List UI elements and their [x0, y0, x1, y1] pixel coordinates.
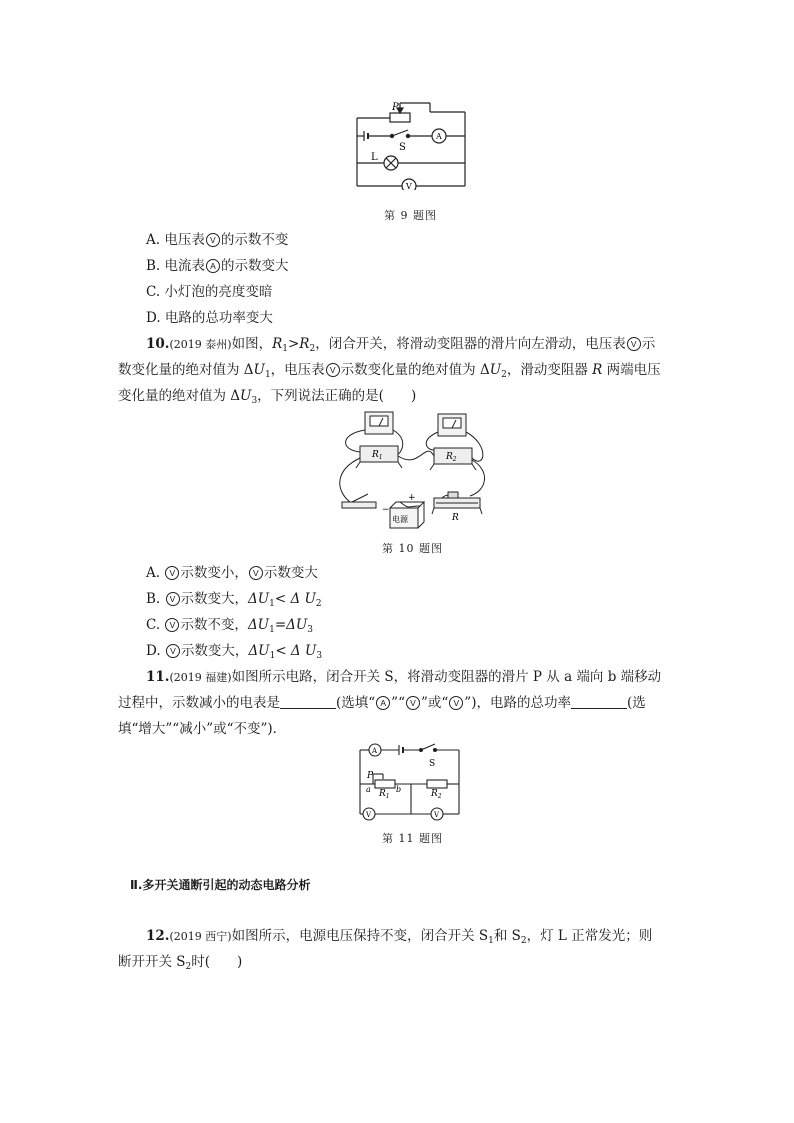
q12-number: 12. [146, 928, 170, 944]
q11-line-1: 11.(2019 福建)如图所示电路，闭合开关 S，将滑动变阻器的滑片 P 从 a 端向 b 端移动 [146, 669, 662, 685]
voltmeter-symbol-icon: V [449, 696, 463, 710]
q10-line-3: 变化量的绝对值为 $\Delta U_3$，下列说法正确的是( ) [118, 388, 417, 406]
voltmeter-symbol-icon: V [249, 566, 263, 580]
q12-source: (2019 西宁) [169, 930, 232, 943]
fig11-label-b: b [396, 785, 402, 794]
fig11-label-p: P [367, 771, 374, 781]
answer-blank-2[interactable] [571, 696, 627, 709]
figure-11-circuit [355, 742, 465, 824]
q10-option-a: A. V 示数变小， V 示数变大 [146, 565, 318, 581]
fig11-label-a: a [366, 785, 371, 794]
figure-10-apparatus [330, 410, 490, 532]
fig10-label-r: R [452, 513, 459, 523]
q10-option-d: D. V 示数变大，$\Delta U_1< \Delta$ $U_3$ [146, 643, 323, 661]
q9-option-d: D. 电路的总功率变大 [146, 310, 273, 326]
fig9-label-S: S [399, 142, 406, 153]
q11-number: 11. [146, 669, 170, 685]
q9-option-c: C. 小灯泡的亮度变暗 [146, 284, 273, 300]
q11-line-3: 填“增大”“减小”或“不变”)． [118, 721, 287, 737]
q10-option-c: C. V 示数不变，$\Delta U_1=\Delta U_3$ [146, 617, 313, 635]
voltmeter-symbol-icon: V [326, 363, 340, 377]
voltmeter-symbol-icon: V [206, 233, 220, 247]
q9-option-b: B. 电流表 A 的示数变大 [146, 258, 289, 274]
fig11-ammeter-label: A [372, 747, 378, 755]
figure-9-caption: 第 9 题图 [384, 209, 437, 222]
q12-line-1: 12.(2019 西宁)如图所示，电源电压保持不变，闭合开关 $S_1$和 $S_2$，灯 L 正常发光；则 [146, 928, 653, 946]
fig11-v1-label: V [366, 811, 372, 819]
fig9-label-L: L [371, 152, 378, 163]
answer-blank-1[interactable] [280, 696, 336, 709]
fig9-voltmeter-label: V [406, 182, 412, 190]
q10-number: 10. [146, 336, 170, 352]
q10-line-1: 10.(2019 泰州)如图，$R_1>R_2$，闭合开关，将滑动变阻器的滑片向左滑动，电压表 V 示 [146, 336, 656, 354]
section-title: Ⅱ.多开关通断引起的动态电路分析 [130, 878, 311, 892]
figure-9-circuit [350, 98, 470, 190]
fig10-label-source: 电源 [392, 515, 408, 524]
fig10-label-r1: $R_1$ [372, 450, 383, 461]
fig9-ammeter-label: A [436, 132, 442, 141]
q10-source: (2019 泰州) [169, 338, 232, 351]
fig10-label-r2: $R_2$ [446, 452, 457, 463]
ammeter-symbol-icon: A [206, 259, 220, 273]
q10-option-b: B. V 示数变大，$\Delta U_1< \Delta$ $U_2$ [146, 591, 322, 609]
figure-10-caption: 第 10 题图 [382, 542, 443, 555]
fig9-label-P: P [392, 102, 399, 113]
fig11-label-r1: $R_1$ [379, 789, 390, 800]
voltmeter-symbol-icon: V [406, 696, 420, 710]
voltmeter-symbol-icon: V [165, 618, 179, 632]
voltmeter-symbol-icon: V [166, 644, 180, 658]
q10-line-2: 数变化量的绝对值为 $\Delta U_1$，电压表 V 示数变化量的绝对值为 $\Delta U_2$，滑动变阻器 R 两端电压 [118, 362, 661, 380]
voltmeter-symbol-icon: V [165, 566, 179, 580]
q12-line-2: 断开开关 $S_2$时( ) [118, 954, 243, 972]
fig11-label-r2: $R_2$ [431, 789, 442, 800]
voltmeter-symbol-icon: V [627, 337, 641, 351]
voltmeter-symbol-icon: V [166, 592, 180, 606]
ammeter-symbol-icon: A [376, 696, 390, 710]
fig11-v2-label: V [434, 811, 440, 819]
q11-source: (2019 福建) [169, 671, 232, 684]
q9-option-a: A. 电压表 V 的示数不变 [146, 232, 289, 248]
fig10-label-minus: − [382, 505, 390, 515]
q11-line-2: 过程中，示数减小的电表是 (选填“ A ”“ V ”或“ V ”)，电路的总功率 (选 [118, 695, 646, 711]
figure-11-caption: 第 11 题图 [382, 832, 443, 845]
fig10-label-plus: + [408, 493, 416, 503]
fig11-label-s: S [429, 759, 436, 769]
